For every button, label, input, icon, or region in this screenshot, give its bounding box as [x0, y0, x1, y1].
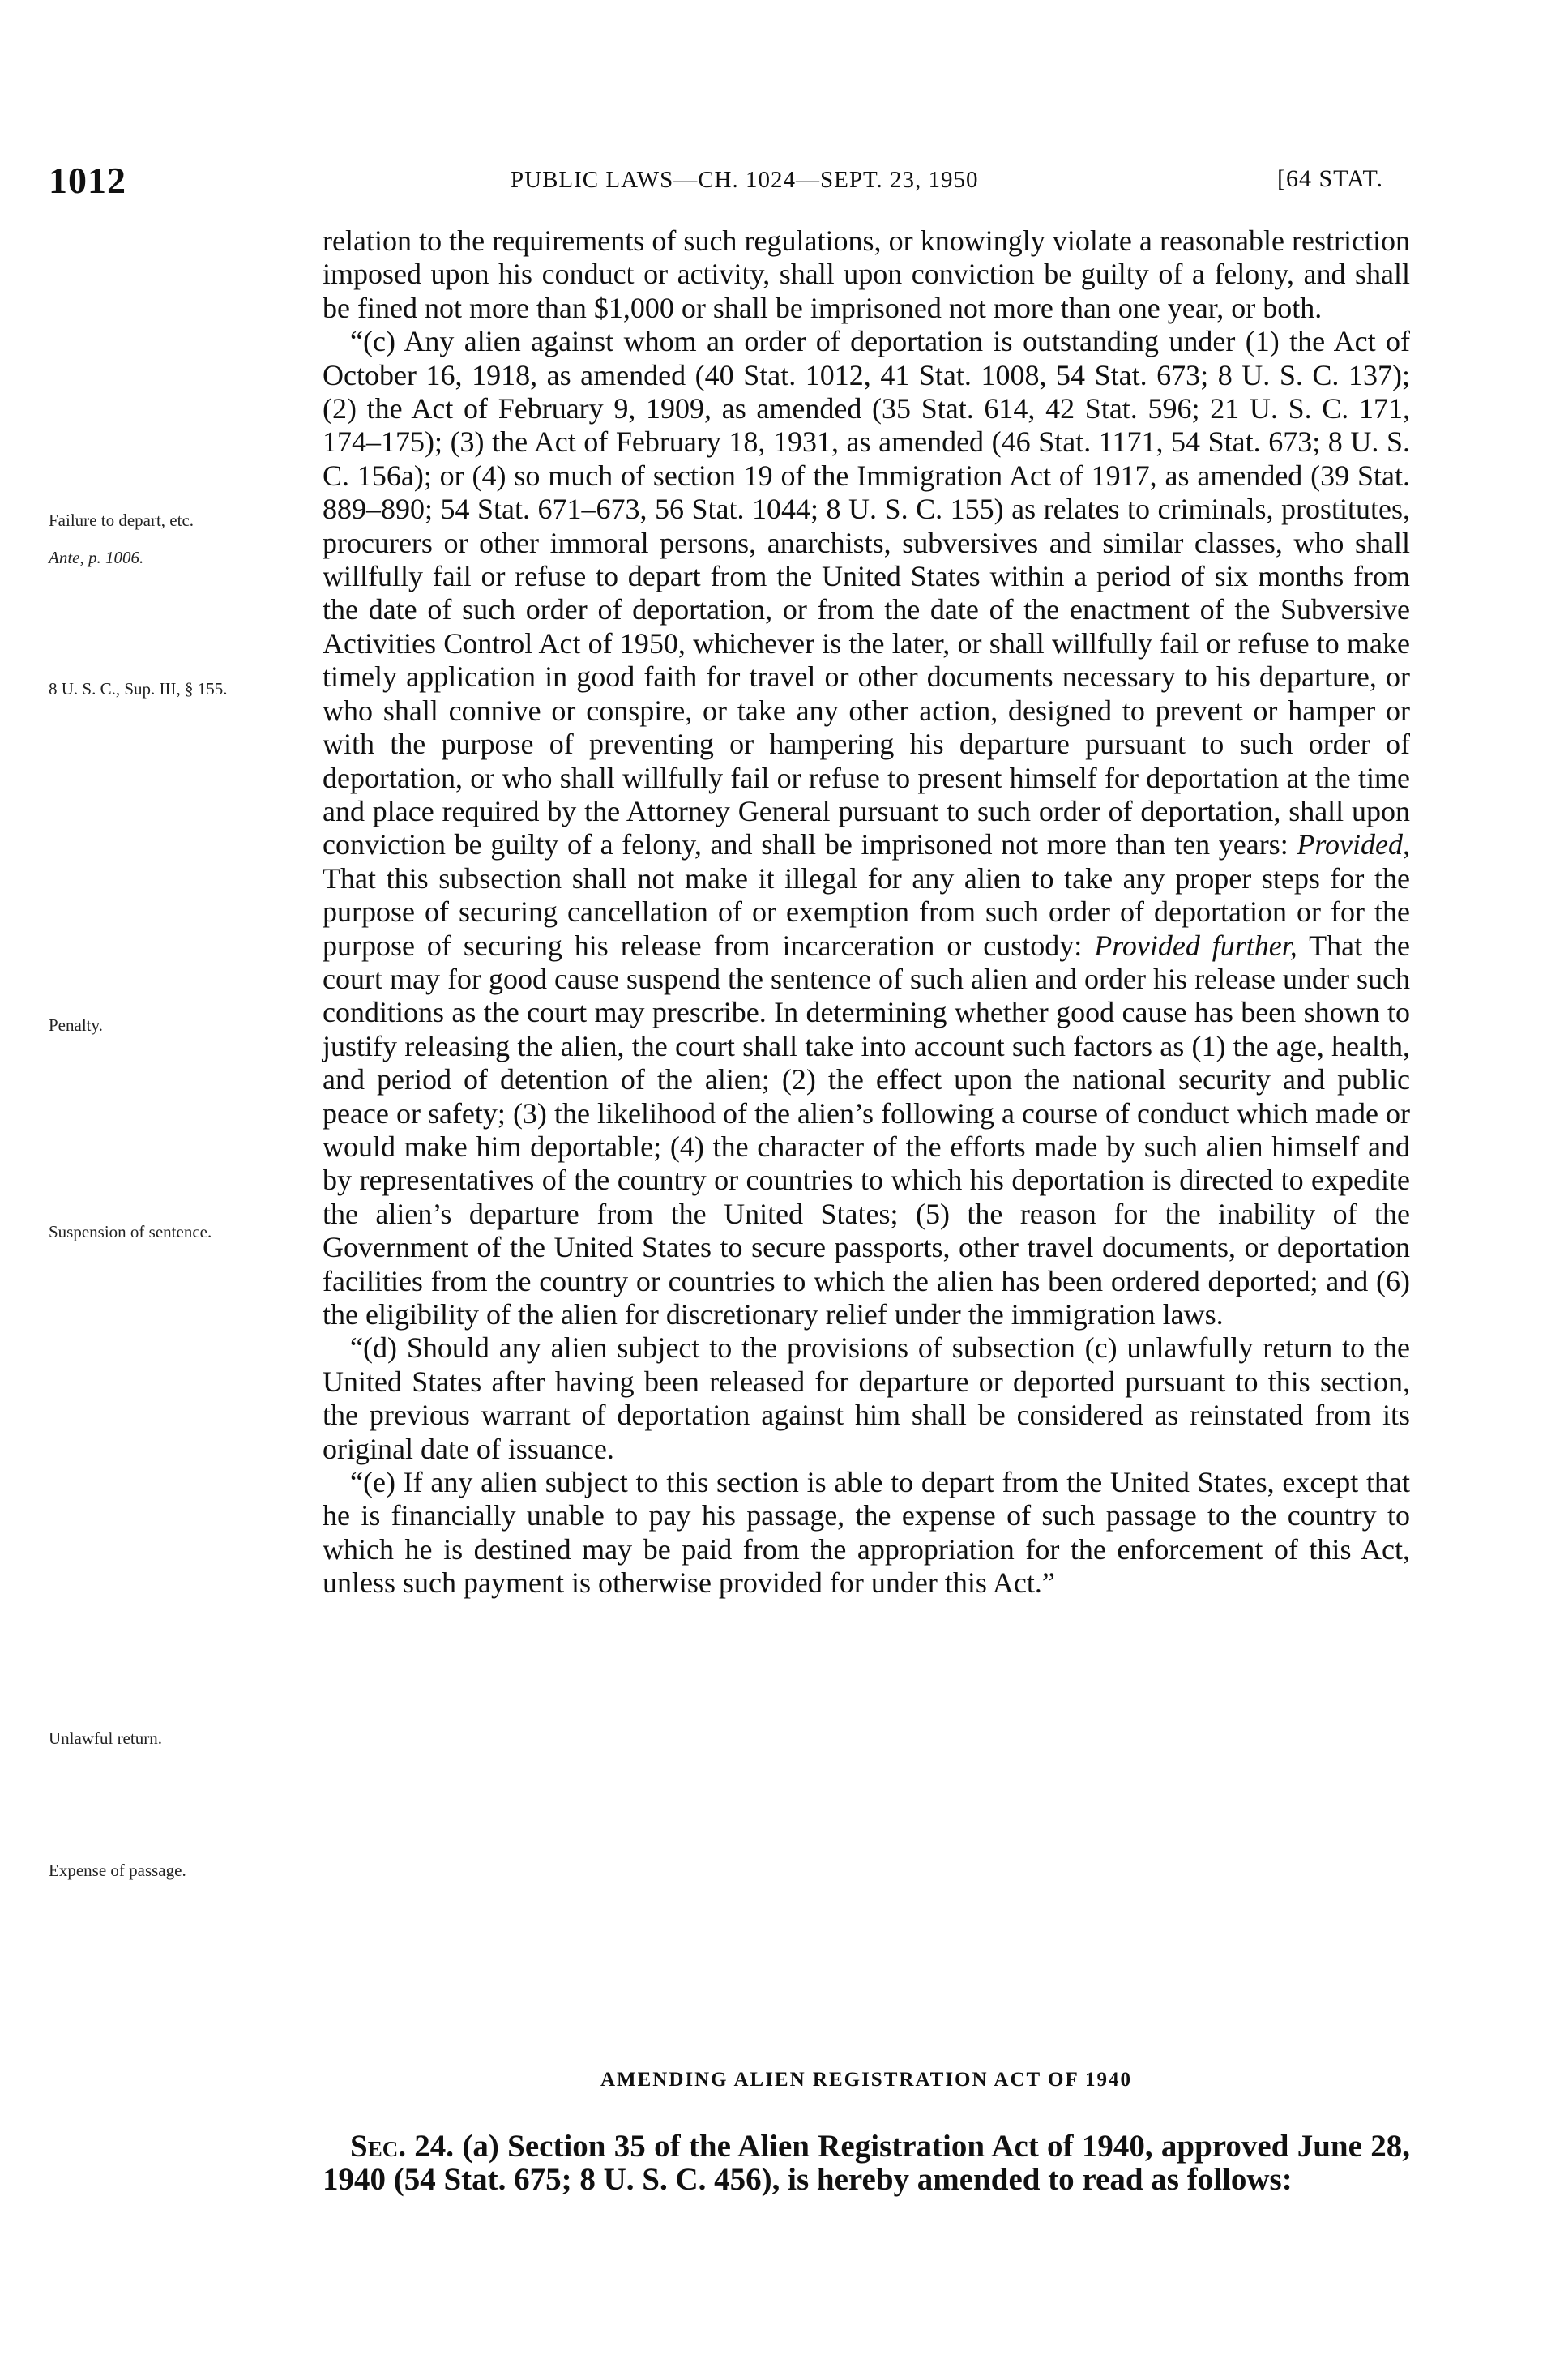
- volume-reference: [64 STAT.: [1277, 165, 1384, 192]
- paragraph-subsection-c: [323, 325, 1410, 1331]
- section-label: Sec. 24.: [350, 2129, 455, 2164]
- paragraph-subsection-d: “(d) Should any alien subject to the provisions of subsection (c) unlawfully return to the United States after having been released for departure or deported pursuant to this section, the previous warrant of deportation against him shall be considered as reinstated from its original date of issuance.: [323, 1331, 1410, 1465]
- margin-note-failure-to-depart: Failure to depart, etc.: [49, 511, 194, 530]
- main-text: [323, 224, 1410, 1600]
- margin-note-unlawful-return: Unlawful return.: [49, 1728, 162, 1748]
- provided-italic-2: Provided further,: [1094, 929, 1297, 962]
- provided-italic-1: Provided,: [1297, 828, 1410, 861]
- margin-note-ante: Ante, p. 1006.: [49, 548, 144, 567]
- section-24-body: [323, 2130, 1410, 2196]
- margin-note-penalty: Penalty.: [49, 1015, 103, 1035]
- margin-note-usc-ref: 8 U. S. C., Sup. III, § 155.: [49, 679, 228, 699]
- running-head: PUBLIC LAWS—CH. 1024—SEPT. 23, 1950: [511, 167, 979, 193]
- section-heading: AMENDING ALIEN REGISTRATION ACT OF 1940: [600, 2069, 1133, 2091]
- subsection-c-text-a: “(c) Any alien against whom an order of deportation is outstanding under (1) the Act of October 16, 1918, as amended (40 Stat. 1012, 41 Stat. 1008, 54 Stat. 673; 8 U. S. C. 137); (2) the Act of February 9, 1909, as amended (35 Stat. 614, 42 Stat. 596; 21 U. S. C. 171, 174–175); (3) the Act of February 18, 1931, as amended (46 Stat. 1171, 54 Stat. 673; 8 U. S. C. 156a); or (4) so much of section 19 of the Immigration Act of 1917, as amended (39 Stat. 889–890; 54 Stat. 671–673, 56 Stat. 1044; 8 U. S. C. 155) as relates to criminals, prostitutes, procurers or other immoral persons, anarchists, subversives and similar classes, who shall willfully fail or refuse to depart from the United States within a period of six months from the date of such order of deportation, or from the date of the enactment of the Subversive Activities Control Act of 1950, whichever is the later, or shall willfully fail or refuse to make timely application in good faith for travel or other documents necessary to his departure, or who shall connive or conspire, or take any other action, designed to prevent or hamper or with the purpose of preventing or hampering his departure pursuant to such order of deportation, or who shall willfully fail or refuse to present himself for deportation at the time and place required by the Attorney General pursuant to such order of deportation, shall upon conviction be guilty of a felony, and shall be imprisoned not more than ten years:: [323, 325, 1410, 861]
- paragraph-subsection-e: “(e) If any alien subject to this section is able to depart from the United States, except that he is financially unable to pay his passage, the expense of such passage to the country to which he is destined may be paid from the appropriation for the enforcement of this Act, unless such payment is otherwise provided for under this Act.”: [323, 1466, 1410, 1600]
- margin-note-expense: Expense of passage.: [49, 1861, 186, 1880]
- margin-note-suspension: Suspension of sentence.: [49, 1222, 212, 1241]
- subsection-c-text-b: That this subsection shall not make it illegal for any alien to take any proper steps for the purpose of securing cancellation of or exemption from such order of deportation or for the purpose of securing his release from incarceration or custody:: [323, 861, 1410, 962]
- paragraph-1: relation to the requirements of such regulations, or knowingly violate a reasonable restriction imposed upon his conduct or activity, shall upon conviction be guilty of a felony, and shall be fined not more than $1,000 or shall be imprisoned not more than one year, or both.: [323, 224, 1410, 324]
- subsection-c-text-c: That the court may for good cause suspend the sentence of such alien and order his release under such conditions as the court may prescribe. In determining whether good cause has been shown to justify releasing the alien, the court shall take into account such factors as (1) the age, health, and period of detention of the alien; (2) the effect upon the national security and public peace or safety; (3) the likelihood of the alien’s following a course of conduct which made or would make him deportable; (4) the character of the efforts made by such alien himself and by representatives of the country or countries to which his deportation is directed to expedite the alien’s departure from the United States; (5) the reason for the inability of the Government of the United States to secure passports, other travel documents, or deportation facilities from the country or countries to which the alien has been ordered deported; and (6) the eligibility of the alien for discretionary relief under the immigration laws.: [323, 929, 1411, 1331]
- page-number: 1012: [49, 160, 126, 201]
- section-24-text: (a) Section 35 of the Alien Registration Act of 1940, approved June 28, 1940 (54 Stat. 675; 8 U. S. C. 456), is hereby amended to read as follows:: [323, 2129, 1410, 2197]
- page-header: [49, 159, 1426, 199]
